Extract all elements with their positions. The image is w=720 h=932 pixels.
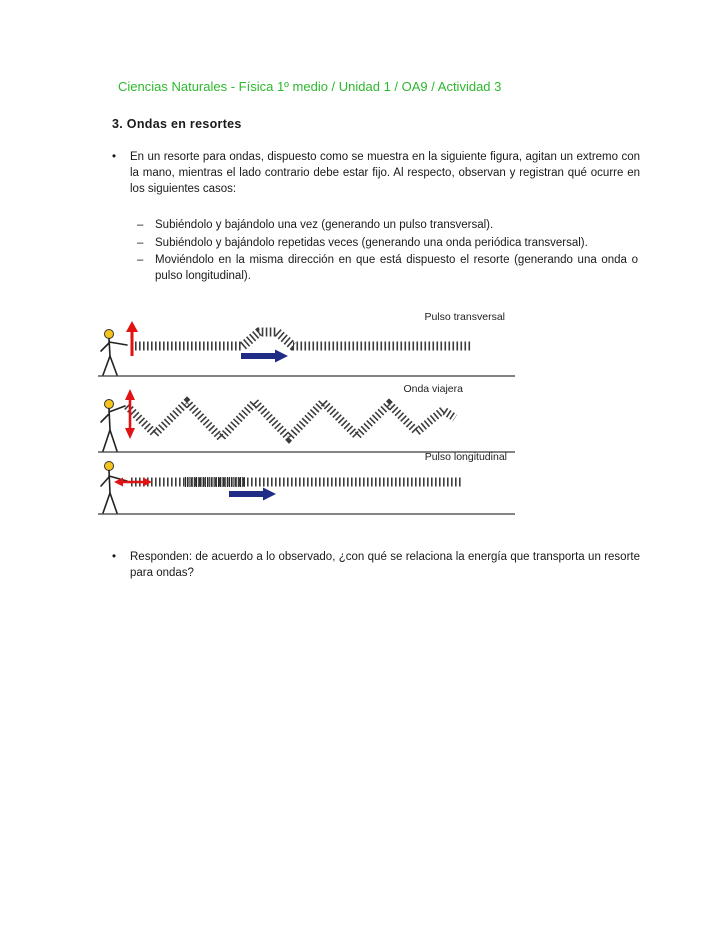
dash-marker: – — [137, 236, 144, 249]
section-title: 3. Ondas en resortes — [112, 117, 242, 131]
spring-coil — [127, 402, 455, 438]
dash-marker: – — [137, 254, 144, 266]
doc-breadcrumb: Ciencias Naturales - Física 1º medio / Unidad 1 / OA9 / Actividad 3 — [118, 79, 502, 94]
person-body — [109, 471, 110, 494]
hand-up-arrow-icon — [126, 321, 138, 356]
question-paragraph — [112, 549, 640, 581]
person-arms — [101, 406, 125, 422]
figures-block — [95, 304, 527, 524]
person-stick-figure — [101, 462, 127, 514]
case-text: Moviéndolo en la misma dirección en que está dispuesto el resorte (generando una onda o pulso longitudinal). — [155, 254, 638, 282]
propagation-arrow-icon — [229, 488, 276, 501]
question-text: Responden: de acuerdo a lo observado, ¿con qué se relaciona la energía que transporta un resorte para ondas? — [130, 551, 640, 579]
person-head — [105, 400, 114, 409]
person-head — [105, 462, 114, 471]
person-legs — [103, 493, 117, 513]
person-head — [105, 330, 114, 339]
intro-paragraph — [112, 149, 640, 197]
person-stick-figure — [101, 330, 127, 376]
cases-list — [137, 218, 638, 286]
case-text: Subiéndolo y bajándolo una vez (generando un pulso transversal). — [155, 219, 494, 231]
list-item — [137, 218, 638, 234]
figure-traveling-wave — [95, 380, 527, 456]
spring-coil — [131, 332, 471, 346]
intro-text: En un resorte para ondas, dispuesto como se muestra en la siguiente figura, agitan un extremo con la mano, mientras el lado contrario debe estar fijo. Al respecto, observan y registran qué ocurre en los siguientes casos: — [130, 151, 640, 195]
person-legs — [103, 356, 117, 375]
dash-marker: – — [137, 219, 144, 231]
figure-longitudinal-pulse — [95, 446, 527, 516]
bullet-marker: • — [112, 551, 117, 563]
case-text: Subiéndolo y bajándolo repetidas veces (generando una onda periódica transversal). — [155, 236, 588, 249]
figure-label: Pulso transversal — [424, 311, 505, 323]
list-item — [137, 253, 638, 284]
figure-label: Onda viajera — [403, 383, 463, 395]
list-item — [137, 236, 638, 252]
person-arms — [101, 342, 127, 351]
person-stick-figure — [101, 400, 125, 452]
figure-transverse-pulse — [95, 304, 527, 380]
hand-up-down-arrow-icon — [125, 389, 135, 439]
figure-label: Pulso longitudinal — [424, 451, 507, 463]
propagation-arrow-icon — [241, 350, 288, 363]
person-body — [109, 339, 110, 357]
bullet-marker: • — [112, 151, 117, 163]
